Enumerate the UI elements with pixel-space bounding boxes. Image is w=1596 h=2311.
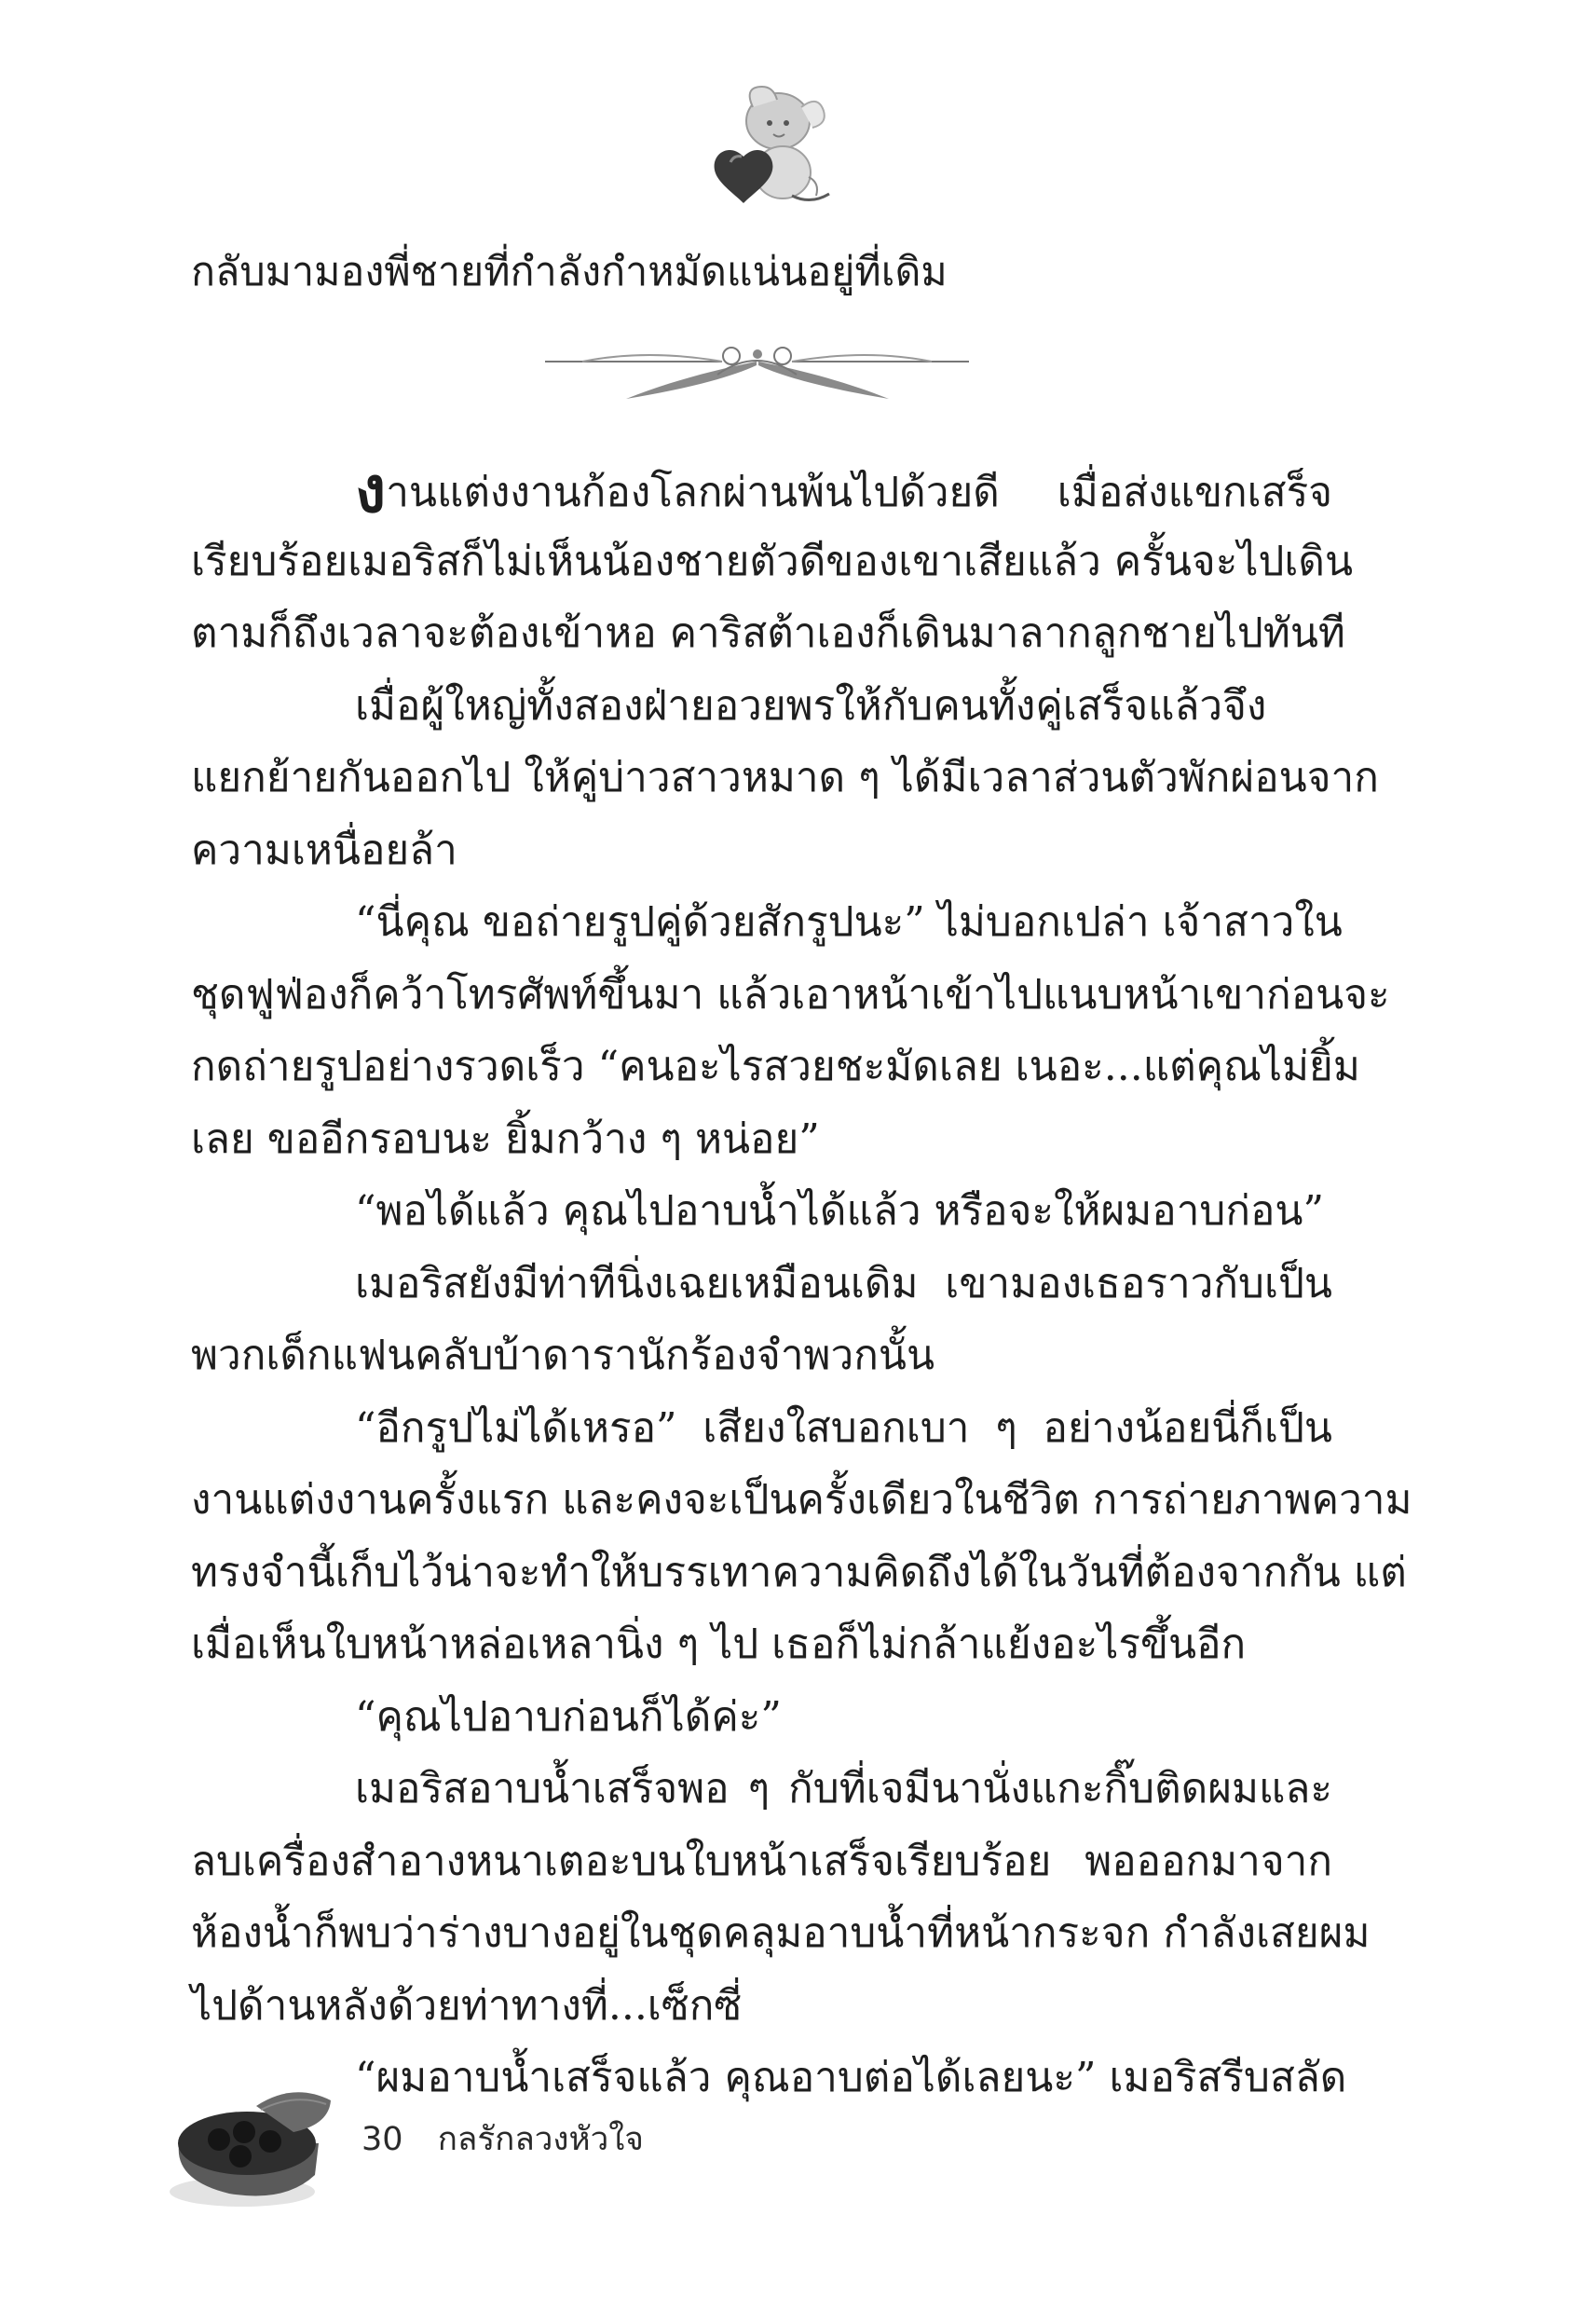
line-text: เมอริสยังมีท่าทีนิ่งเฉยเหมือนเดิม เขามองเธอราวกับเป็น xyxy=(355,1259,1332,1307)
text-line xyxy=(191,886,1343,959)
line-text: ตามก็ถึงเวลาจะต้องเข้าหอ คาริสต้าเองก็เดินมาลากลูกชายไปทันที xyxy=(191,609,1345,657)
text-line xyxy=(191,1608,1332,1681)
body-text xyxy=(191,453,1412,2114)
drop-cap: ง xyxy=(355,453,387,527)
text-line xyxy=(191,1320,1332,1392)
text-line xyxy=(191,526,1354,598)
line-text: เมอริสอาบน้ำเสร็จพอ ๆ กับที่เจมีนานั่งแกะกิ๊บติดผมและ xyxy=(355,1765,1332,1812)
line-text: กดถ่ายรูปอย่างรวดเร็ว “คนอะไรสวยชะมัดเลย เนอะ...แต่คุณไม่ยิ้ม xyxy=(191,1043,1360,1090)
floral-divider-icon xyxy=(545,337,969,404)
text-line xyxy=(191,1826,1332,1898)
text-line xyxy=(191,1175,1332,1248)
text-line xyxy=(191,453,1332,526)
text-line xyxy=(191,1103,1332,1176)
line-text: ทรงจำนี้เก็บไว้น่าจะทำให้บรรเทาความคิดถึงได้ในวันที่ต้องจากกัน แต่ xyxy=(191,1548,1407,1596)
text-line xyxy=(191,2042,1347,2114)
text-line xyxy=(191,1464,1412,1537)
text-line xyxy=(191,670,1332,743)
line-text: แยกย้ายกันออกไป ให้คู่บ่าวสาวหมาด ๆ ได้มีเวลาส่วนตัวพักผ่อนจาก xyxy=(191,754,1379,801)
text-line xyxy=(191,1681,1332,1754)
text-line xyxy=(191,1753,1332,1826)
line-text: ไปด้านหลังด้วยท่าทางที่...เซ็กซี่ xyxy=(191,1981,743,2030)
text-line xyxy=(191,1248,1332,1320)
text-line xyxy=(191,597,1345,670)
text-line xyxy=(191,1537,1407,1609)
text-line xyxy=(191,1897,1371,1970)
line-text: “คุณไปอาบก่อนก็ได้ค่ะ” xyxy=(355,1692,782,1741)
lead-line: กลับมามองพี่ชายที่กำลังกำหมัดแน่นอยู่ที่เดิม xyxy=(191,249,948,295)
line-text: ความเหนื่อยล้า xyxy=(191,826,457,874)
text-line xyxy=(191,1392,1332,1465)
line-text: ชุดฟูฟ่องก็คว้าโทรศัพท์ขึ้นมา แล้วเอาหน้าเข้าไปแนบหน้าเขาก่อนจะ xyxy=(191,970,1390,1019)
line-text: “พอได้แล้ว คุณไปอาบน้ำได้แล้ว หรือจะให้ผมอาบก่อน” xyxy=(355,1187,1324,1235)
cupid-holding-heart-icon xyxy=(699,84,839,214)
line-text: “ผมอาบน้ำเสร็จแล้ว คุณอาบต่อได้เลยนะ” เมอริสรีบสลัด xyxy=(355,2054,1347,2101)
text-line xyxy=(191,1970,1332,2043)
text-line xyxy=(191,1031,1360,1103)
page-footer xyxy=(361,2113,644,2165)
line-text: งานแต่งงานครั้งแรก และคงจะเป็นครั้งเดียวในชีวิต การถ่ายภาพความ xyxy=(191,1476,1412,1524)
line-text: เมื่อผู้ใหญ่ทั้งสองฝ่ายอวยพรให้กับคนทั้งคู่เสร็จแล้วจึง xyxy=(355,681,1267,730)
line-text: านแต่งงานก้องโลกผ่านพ้นไปด้วยดี เมื่อส่งแขกเสร็จ xyxy=(386,469,1332,516)
line-text: ห้องน้ำก็พบว่าร่างบางอยู่ในชุดคลุมอาบน้ำที่หน้ากระจก กำลังเสยผม xyxy=(191,1909,1371,1957)
line-text: ลบเครื่องสำอางหนาเตอะบนใบหน้าเสร็จเรียบร้อย พอออกมาจาก xyxy=(191,1837,1332,1885)
line-text: พวกเด็กแฟนคลับบ้าดารานักร้องจำพวกนั้น xyxy=(191,1332,935,1379)
line-text: “นี่คุณ ขอถ่ายรูปคู่ด้วยสักรูปนะ” ไม่บอกเปล่า เจ้าสาวใน xyxy=(355,898,1343,946)
line-text: เลย ขออีกรอบนะ ยิ้มกว้าง ๆ หน่อย” xyxy=(191,1114,820,1163)
line-text: เรียบร้อยเมอริสก็ไม่เห็นน้องชายตัวดีของเขาเสียแล้ว ครั้นจะไปเดิน xyxy=(191,537,1354,585)
text-line xyxy=(191,742,1379,814)
page-number: 30 xyxy=(361,2121,403,2158)
line-text: เมื่อเห็นใบหน้าหล่อเหลานิ่ง ๆ ไป เธอก็ไม่กล้าแย้งอะไรขึ้นอีก xyxy=(191,1620,1247,1668)
text-line xyxy=(191,959,1390,1032)
book-title: กลรักลวงหัวใจ xyxy=(437,2121,644,2158)
chocolate-box-icon xyxy=(168,2080,335,2210)
text-line xyxy=(191,814,1332,887)
line-text: “อีกรูปไม่ได้เหรอ” เสียงใสบอกเบา ๆ อย่างน้อยนี่ก็เป็น xyxy=(355,1403,1332,1452)
